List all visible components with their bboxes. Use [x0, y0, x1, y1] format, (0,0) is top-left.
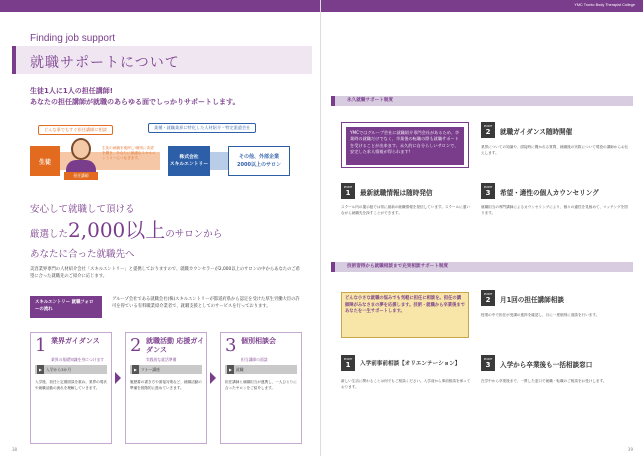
highlight-text: どんな小さな就職の悩みでも気軽に担任に相談を。担任の講師陣がみなさまの夢を応援します。技術・就職から卒業後まであなたを一生サポートします。 [345, 296, 465, 315]
step-card [30, 332, 112, 444]
section-header [331, 96, 633, 106]
step-card [125, 332, 207, 444]
point-heading [481, 183, 631, 199]
step-number: 3 [225, 335, 237, 356]
point-title: 入学から卒業後も一括相談窓口 [500, 361, 593, 369]
lead-line-1: 生徒1人に1人の担任講師! [30, 87, 113, 95]
point-label: POINT [483, 185, 493, 189]
headline-number: 2,000以上 [68, 218, 166, 242]
headline-line-2 [30, 220, 222, 245]
top-band [321, 0, 643, 12]
point-heading [481, 122, 631, 138]
step-tag [130, 365, 202, 374]
college-name: YMC Tronto Body Therapist College [574, 3, 635, 7]
point-text: スクール内の掲示板では常に最新の就職情報を発信しています。スクールに通いながら就職先を探すことができます。 [341, 205, 470, 215]
step-arrow-icon [115, 372, 121, 384]
step-text: 担任講師と就職担当が連携し、一人ひとりに合ったサロンをご紹介します。 [225, 380, 297, 390]
point-number: 3 [485, 361, 491, 369]
point-number: 2 [485, 296, 491, 304]
step-card [220, 332, 302, 444]
top-band [0, 0, 321, 12]
step-heading: 業界ガイダンス [51, 337, 100, 345]
lead-line-2: あなたの担任講師が就職のあらゆる面でしっかりサポートします。 [30, 98, 240, 106]
headline-line-1: 安心して就職して頂ける [30, 204, 135, 215]
point-label: POINT [343, 185, 353, 189]
point-text: 業界についての知識や、面接時に聞かれる質問、就職後の実際について現役の講師からお伝えします。 [481, 145, 629, 155]
point-title: 就職ガイダンス随時開催 [500, 128, 573, 136]
section-header-text: 技術習得から就職相談まで充実相談サポート制度 [347, 264, 449, 269]
step-tag-text: 就職 [235, 367, 244, 372]
point-text: 在学中から卒業後まで、一貫した窓口で就職・転職のご相談をお受けします。 [481, 379, 607, 383]
tag-icon: ▶ [39, 367, 42, 372]
page-number: 39 [627, 447, 633, 452]
flow-company [168, 146, 210, 176]
step-subtitle: 担当講師の面談 [241, 357, 268, 362]
step-tag [35, 365, 107, 374]
flow-description: グループ会社である就職会社(株)スキルエントリーが都道府県から認定を受けた厚生労働大臣の許可を得ている有料職業紹介業者で、就職支援としてのサービスを行っております。 [112, 297, 300, 309]
flow-label-agency: 業種・就職業界に特化した人材紹介・特定派遣会社 [148, 123, 256, 133]
section-title-jp: 就職サポートについて [30, 55, 180, 71]
title-accent [12, 46, 16, 74]
point-number: 1 [345, 361, 351, 369]
headline-2a: 厳選した [30, 229, 69, 240]
flow-note: 生徒の就職を後押し!個別に希望を聞き、あなたに最適なスキルエントリーにつなぎます。 [102, 146, 156, 160]
point-heading [341, 183, 471, 199]
point-label: POINT [343, 357, 353, 361]
step-subtitle: 実践的な就活準備 [146, 357, 177, 362]
point-title: 希望・適性の個人カウンセリング [500, 189, 599, 197]
point-title: 最新就職情報は随時発信 [360, 189, 433, 197]
highlight-box [341, 122, 469, 168]
highlight-box-yellow [341, 292, 469, 338]
page-number: 38 [12, 447, 18, 452]
company-line-2: スキルエントリー [169, 162, 209, 167]
point-badge [481, 183, 495, 199]
tag-icon: ▶ [134, 367, 137, 372]
step-heading: 個別相談会 [241, 337, 276, 345]
flow-salon [228, 146, 290, 176]
teacher-tag: 担任講師 [64, 172, 98, 180]
step-subtitle: 業界の基礎知識を身につけます [51, 357, 105, 362]
point-label: POINT [483, 124, 493, 128]
flow-student: 生徒 [30, 146, 60, 176]
point-badge [341, 355, 355, 371]
body-paragraph: 美容業界専門の人材紹介会社「スキルエントリー」と提携しておりますので、就職カウンセラーが2,000以上のサロンの中からあなたのご希望に合った就職先のご紹介に応じます。 [30, 267, 300, 279]
flow-label-consult: どんな事でもすぐ担任講師に相談 [38, 125, 113, 135]
point-badge [481, 290, 495, 306]
tag-icon: ▶ [229, 367, 232, 372]
highlight-text: YMCではグループ会社に就職紹介専門会社があるため、卒業時の就職だけでなく、卒業後の転職の際も就職サポートを受けることが出来ます。永久的に自分らしいサロンで、安定した求人情報が得られます! [346, 127, 464, 165]
point-text: 新しい生活に関わることは何でもご相談ください。入学前から事前相談を承っております。 [341, 379, 471, 389]
teacher-head [71, 138, 91, 160]
support-flow-diagram [30, 118, 300, 198]
point-heading [481, 290, 631, 306]
step-arrow-icon [210, 372, 216, 384]
point-label: POINT [483, 292, 493, 296]
lead-text [30, 86, 239, 108]
steps-row [30, 332, 302, 452]
step-heading: 就職活動 応援ガイダンス [146, 337, 205, 354]
teacher-illustration [66, 138, 96, 182]
headline-line-3: あなたに合った就職先へ [30, 249, 135, 260]
point-badge [341, 183, 355, 199]
step-text: 履歴書の書き方や面接対策など、就職活動の準備を段階的に進めていきます。 [130, 380, 202, 390]
point-badge [481, 355, 495, 371]
step-number: 1 [35, 335, 47, 356]
point-title: 入学前事前相談【オリエンテーション】 [360, 361, 461, 367]
step-tag-text: マナー講座 [140, 367, 160, 372]
point-title: 月1回の担任講師相談 [500, 296, 564, 304]
salon-line-2: 2000以上のサロン [237, 162, 281, 168]
point-number: 3 [485, 189, 491, 197]
point-label: POINT [483, 357, 493, 361]
step-tag-text: 入学から3か月 [45, 367, 72, 372]
headline-2c: のサロンから [165, 229, 223, 240]
teacher-body [66, 160, 96, 172]
left-page [0, 0, 321, 456]
point-number: 2 [485, 128, 491, 136]
company-line-1: 株式会社 [179, 155, 199, 160]
point-heading [481, 355, 631, 371]
section-header-text: 永久就職サポート制度 [347, 98, 393, 103]
point-text: 就職担当の専門講師によるカウンセリングにより、個々の適性を見極めて、マッチングを図ります。 [481, 205, 628, 215]
point-heading [341, 355, 476, 371]
point-text: 授業の中で担任が受講の進捗を確認し、月に一度個別に面談を行います。 [481, 313, 600, 317]
right-page [321, 0, 643, 456]
step-number: 2 [130, 335, 142, 356]
headline-copy [30, 200, 222, 265]
section-title-bar [12, 46, 312, 74]
section-header [331, 262, 633, 272]
step-text: 入学後、担任と定期面談を重ね、業界の現状や就職活動の流れを理解していきます。 [35, 380, 107, 390]
point-badge [481, 122, 495, 138]
section-title-en: Finding job support [30, 33, 116, 44]
step-tag [225, 365, 297, 374]
flow-arrow-2 [210, 152, 228, 170]
point-number: 1 [345, 189, 351, 197]
flow-label-box: スキルエントリー 就職フォローの流れ [30, 296, 102, 318]
salon-line-1: その他、外部企業 [238, 154, 279, 160]
